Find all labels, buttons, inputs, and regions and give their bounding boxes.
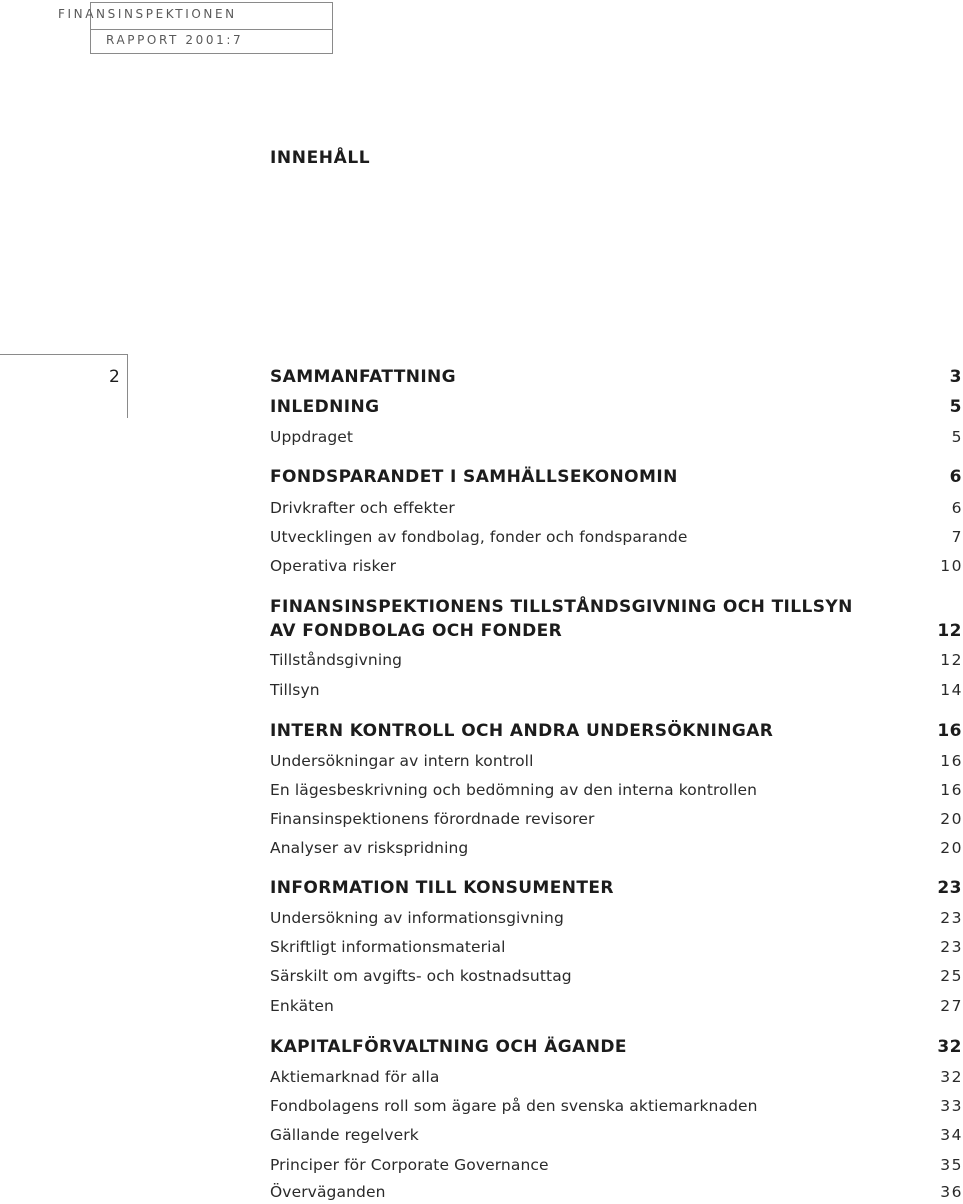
toc-entry[interactable] <box>270 395 962 419</box>
toc-entry-page: 5 <box>949 397 962 417</box>
toc-entry-page: 12 <box>940 651 963 669</box>
toc-entry-label: Skriftligt informationsmaterial <box>270 938 506 956</box>
toc-entry-page: 34 <box>940 1126 963 1144</box>
toc-entry[interactable] <box>270 876 962 900</box>
toc-entry-page: 3 <box>949 367 962 387</box>
toc-entry-page: 27 <box>940 997 963 1015</box>
toc-entry-label: SAMMANFATTNING <box>270 367 457 387</box>
toc-entry-label: Tillståndsgivning <box>270 651 403 669</box>
toc-entry-label: Särskilt om avgifts- och kostnadsuttag <box>270 967 572 985</box>
toc-entry[interactable] <box>270 994 962 1018</box>
toc-entry[interactable] <box>270 935 962 959</box>
toc-entry-label: AV FONDBOLAG OCH FONDER <box>270 621 563 641</box>
toc-entry-page: 32 <box>937 1037 962 1057</box>
toc-entry-label: FINANSINSPEKTIONENS TILLSTÅNDSGIVNING OCH TILLSYN <box>270 597 853 617</box>
toc-entry-page: 10 <box>940 557 963 575</box>
toc-entry-label: INFORMATION TILL KONSUMENTER <box>270 878 614 898</box>
toc-entry-label: Undersökningar av intern kontroll <box>270 752 534 770</box>
toc-entry-label: Fondbolagens roll som ägare på den svenska aktiemarknaden <box>270 1097 758 1115</box>
toc-entry-label: KAPITALFÖRVALTNING OCH ÄGANDE <box>270 1037 627 1057</box>
toc-entry[interactable] <box>270 648 962 672</box>
toc-entry[interactable] <box>270 554 962 578</box>
toc-entry[interactable] <box>270 619 962 643</box>
toc-entry-page: 16 <box>940 752 963 770</box>
header-organization: FINANSINSPEKTIONEN <box>58 7 237 21</box>
toc-entry[interactable] <box>270 719 962 743</box>
toc-entry-page: 14 <box>940 681 963 699</box>
toc-entry[interactable] <box>270 496 962 520</box>
toc-entry[interactable] <box>270 749 962 773</box>
toc-entry-label: Undersökning av informationsgivning <box>270 909 564 927</box>
toc-entry-page: 33 <box>940 1097 963 1115</box>
page-number: 2 <box>109 367 120 387</box>
margin-vertical-rule <box>127 354 128 418</box>
toc-entry-label: Operativa risker <box>270 557 397 575</box>
toc-entry-label: En lägesbeskrivning och bedömning av den interna kontrollen <box>270 781 758 799</box>
table-of-contents <box>270 0 962 1204</box>
toc-entry-label: Överväganden <box>270 1183 386 1201</box>
toc-entry-label: Drivkrafter och effekter <box>270 499 455 517</box>
toc-entry-label: Principer för Corporate Governance <box>270 1156 549 1174</box>
toc-entry[interactable] <box>270 836 962 860</box>
toc-entry[interactable] <box>270 906 962 930</box>
toc-entry[interactable] <box>270 778 962 802</box>
toc-entry[interactable] <box>270 678 962 702</box>
toc-entry-label: INLEDNING <box>270 397 380 417</box>
toc-entry-page: 23 <box>940 909 963 927</box>
toc-entry-label: Enkäten <box>270 997 334 1015</box>
toc-entry-page: 5 <box>951 428 963 446</box>
toc-entry-label: Finansinspektionens förordnade revisorer <box>270 810 595 828</box>
toc-entry[interactable] <box>270 1180 962 1204</box>
toc-entry-page: 36 <box>940 1183 963 1201</box>
toc-entry[interactable] <box>270 365 962 389</box>
toc-entry-label: Gällande regelverk <box>270 1126 419 1144</box>
toc-entry-page: 32 <box>940 1068 963 1086</box>
toc-entry-page: 35 <box>940 1156 963 1174</box>
toc-entry-page: 23 <box>937 878 962 898</box>
toc-entry-page: 6 <box>949 467 962 487</box>
toc-entry-page: 16 <box>940 781 963 799</box>
toc-entry[interactable] <box>270 465 962 489</box>
toc-entry[interactable] <box>270 1153 962 1177</box>
toc-entry[interactable] <box>270 964 962 988</box>
toc-entry-page: 16 <box>937 721 962 741</box>
toc-entry-label: Utvecklingen av fondbolag, fonder och fondsparande <box>270 528 688 546</box>
toc-entry-label: INTERN KONTROLL OCH ANDRA UNDERSÖKNINGAR <box>270 721 774 741</box>
contents-title: INNEHÅLL <box>270 148 371 168</box>
toc-entry[interactable] <box>270 1123 962 1147</box>
toc-entry-label: Uppdraget <box>270 428 354 446</box>
toc-entry-page: 20 <box>940 839 963 857</box>
toc-entry-label: FONDSPARANDET I SAMHÄLLSEKONOMIN <box>270 467 678 487</box>
toc-entry[interactable] <box>270 595 962 619</box>
toc-entry-page: 12 <box>937 621 962 641</box>
toc-entry-page: 25 <box>940 967 963 985</box>
toc-entry[interactable] <box>270 807 962 831</box>
toc-entry-page: 6 <box>951 499 963 517</box>
toc-entry-label: Tillsyn <box>270 681 320 699</box>
header-report-number: RAPPORT 2001:7 <box>106 33 244 47</box>
toc-entry-page: 7 <box>951 528 963 546</box>
toc-entry-page: 23 <box>940 938 963 956</box>
toc-entry[interactable] <box>270 1094 962 1118</box>
margin-rule <box>0 354 128 355</box>
toc-entry[interactable] <box>270 1065 962 1089</box>
toc-entry[interactable] <box>270 425 962 449</box>
toc-entry[interactable] <box>270 1035 962 1059</box>
toc-entry-page: 20 <box>940 810 963 828</box>
toc-entry-label: Analyser av riskspridning <box>270 839 469 857</box>
toc-entry-label: Aktiemarknad för alla <box>270 1068 440 1086</box>
toc-entry[interactable] <box>270 525 962 549</box>
